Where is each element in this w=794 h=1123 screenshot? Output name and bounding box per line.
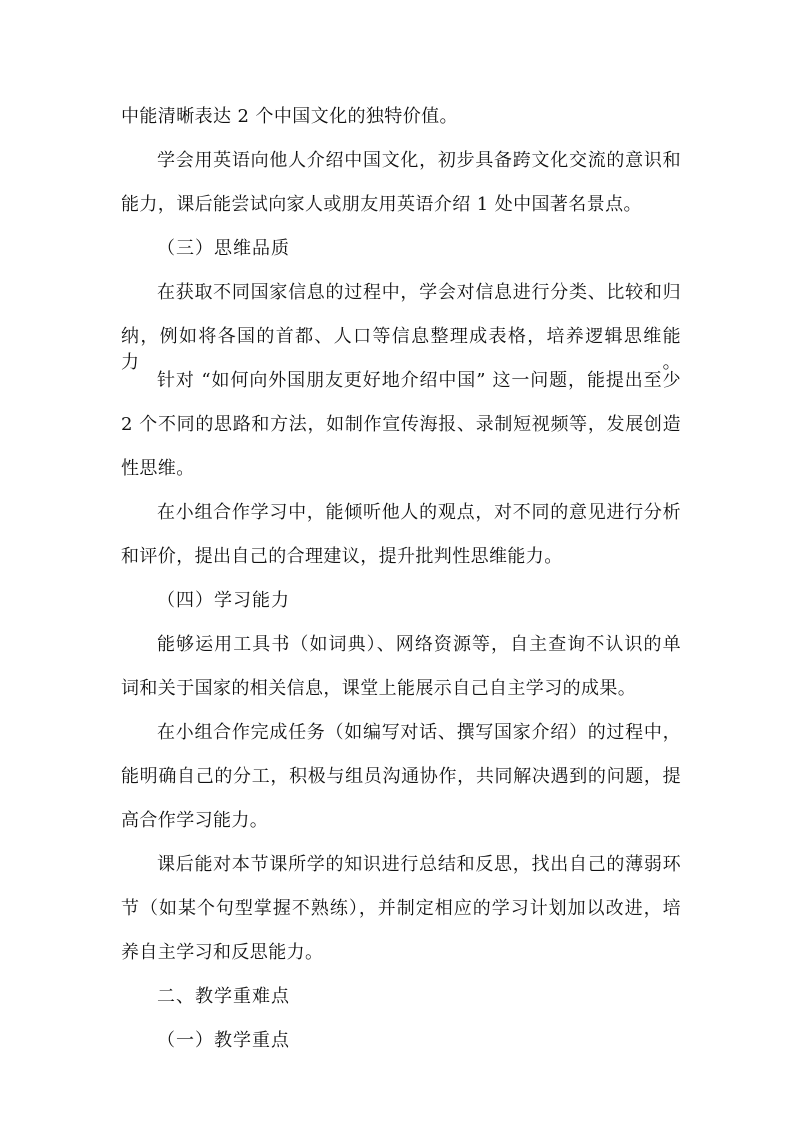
subsection-heading: （一）教学重点 <box>157 1030 290 1051</box>
paragraph-line: 能明确自己的分工，积极与组员沟通协作，共同解决遇到的问题，提 <box>121 766 681 787</box>
paragraph-line: 节（如某个句型掌握不熟练），并制定相应的学习计划加以改进，培 <box>121 898 681 919</box>
paragraph-line: 2 个不同的思路和方法，如制作宣传海报、录制短视频等，发展创造 <box>121 414 681 435</box>
paragraph-line: 性思维。 <box>121 458 195 479</box>
section-heading: （三）思维品质 <box>157 238 290 259</box>
section-heading: 二、教学重难点 <box>157 986 290 1007</box>
paragraph-line: 养自主学习和反思能力。 <box>121 942 324 963</box>
paragraph-line: 能够运用工具书（如词典）、网络资源等，自主查询不认识的单 <box>157 634 681 655</box>
paragraph-line: 词和关于国家的相关信息，课堂上能展示自己自主学习的成果。 <box>121 678 637 699</box>
paragraph-line: 在小组合作学习中，能倾听他人的观点，对不同的意见进行分析 <box>157 502 681 523</box>
paragraph-line: 和评价，提出自己的合理建议，提升批判性思维能力。 <box>121 546 563 567</box>
paragraph-line: 针对 “如何向外国朋友更好地介绍中国” 这一问题，能提出至少 <box>157 370 681 391</box>
paragraph-line: 在获取不同国家信息的过程中，学会对信息进行分类、比较和归 <box>157 282 681 303</box>
paragraph-line: 纳，例如将各国的首都、人口等信息整理成表格，培养逻辑思维能力。 <box>121 326 681 373</box>
paragraph-line: 课后能对本节课所学的知识进行总结和反思，找出自己的薄弱环 <box>157 854 681 875</box>
paragraph-line: 能力，课后能尝试向家人或朋友用英语介绍 1 处中国著名景点。 <box>121 194 642 215</box>
paragraph-line: 在小组合作完成任务（如编写对话、撰写国家介绍）的过程中， <box>157 722 681 743</box>
paragraph-line: 学会用英语向他人介绍中国文化，初步具备跨文化交流的意识和 <box>157 150 681 171</box>
section-heading: （四）学习能力 <box>157 590 290 611</box>
paragraph-line: 中能清晰表达 2 个中国文化的独特价值。 <box>121 106 458 127</box>
paragraph-line: 高合作学习能力。 <box>121 810 269 831</box>
